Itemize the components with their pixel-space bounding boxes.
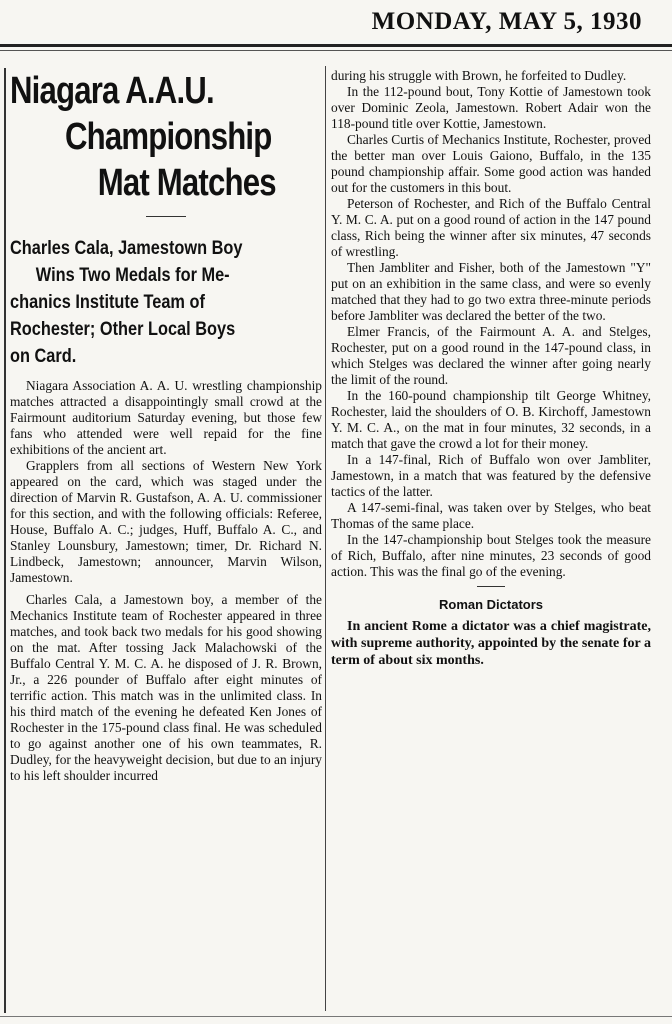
paragraph: Peterson of Rochester, and Rich of the Buffalo Central Y. M. C. A. put on a good round of action in the 147 pound class, Rich being the winner after six minutes, 47 seconds of wrestling.	[331, 196, 651, 259]
left-border	[4, 68, 6, 1013]
headline-line: Mat Matches	[97, 162, 276, 204]
dateline: MONDAY, MAY 5, 1930	[371, 8, 642, 35]
subhead-line: Wins Two Medals for Me-	[35, 265, 230, 286]
filler-text	[331, 618, 651, 669]
paragraph: Grapplers from all sections of Western New York appeared on the card, which was staged under the direction of Marvin R. Gustafson, A. A. U. commissioner for this section, and with the following officials: Referee, House, Buffalo A. C.; judges, Huff, Buffalo A. C., and Stanley Lounsbury, Jamestown; timer, Dr. Richard N. Lindbeck, Jamestown; announcer, Marvin Wilson, Jamestown.	[10, 458, 322, 585]
header-rule-thin	[0, 50, 672, 51]
left-column	[10, 68, 322, 784]
paragraph: Then Jambliter and Fisher, both of the Jamestown "Y" put on an exhibition in the same class, and were so evenly matched that they had to go two extra three-minute periods before Jambliter was declared the better of the two.	[331, 260, 651, 323]
headline-divider	[146, 216, 186, 217]
column-rule	[325, 66, 326, 1011]
subheadline	[10, 235, 320, 370]
paragraph: Elmer Francis, of the Fairmount A. A. and Stelges, Rochester, put on a good round in the 147-pound class, in which Stelges was declared the winner after going nearly the limit of the round.	[331, 324, 651, 387]
headline-line: Championship	[64, 116, 272, 158]
filler-divider	[477, 586, 505, 587]
paragraph: In the 160-pound championship tilt George Whitney, Rochester, laid the shoulders of O. B. Kirchoff, Jamestown Y. M. C. A., on the mat in four minutes, 32 seconds, in a match that gave the crowd a lot for their money.	[331, 388, 651, 451]
paragraph: Charles Curtis of Mechanics Institute, Rochester, proved the better man over Louis Gaiono, Buffalo, in the 135 pound championship affair. Some good action was handed out for the customers in this bout.	[331, 132, 651, 195]
paragraph: In the 147-championship bout Stelges took the measure of Rich, Buffalo, after nine minutes, 23 seconds of good action. This was the final go of the evening.	[331, 532, 651, 579]
subhead-line: on Card.	[10, 346, 77, 367]
headline-line: Niagara A.A.U.	[10, 70, 214, 112]
filler-heading: Roman Dictators	[438, 597, 544, 612]
header-rule	[0, 44, 672, 47]
paragraph: A 147-semi-final, was taken over by Stelges, who beat Thomas of the same place.	[331, 500, 651, 531]
paragraph: during his struggle with Brown, he forfeited to Dudley.	[331, 68, 627, 83]
paragraph: In ancient Rome a dictator was a chief magistrate, with supreme authority, appointed by the senate for a term of about six months.	[331, 619, 651, 668]
right-column	[331, 68, 651, 669]
subhead-line: Charles Cala, Jamestown Boy	[10, 238, 243, 259]
paragraph: Niagara Association A. A. U. wrestling championship matches attracted a disappointingly small crowd at the Fairmount auditorium Saturday evening, but those few fans who attended were well repaid for the fine exhibitions of the ancient art.	[10, 378, 322, 457]
headline	[10, 68, 322, 206]
subhead-line: Rochester; Other Local Boys	[10, 319, 236, 340]
article-body-right	[331, 68, 651, 580]
subhead-line: chanics Institute Team of	[10, 292, 205, 313]
article-body-left	[10, 378, 322, 784]
paragraph: In a 147-final, Rich of Buffalo won over Jambliter, Jamestown, in a match that was featured by the defensive tactics of the latter.	[331, 452, 651, 499]
paragraph: In the 112-pound bout, Tony Kottie of Jamestown took over Dominic Zeola, Jamestown. Robert Adair won the 118-pound title over Kottie, Jamestown.	[331, 84, 651, 131]
bottom-rule	[0, 1016, 672, 1017]
paragraph: Charles Cala, a Jamestown boy, a member of the Mechanics Institute team of Rochester appeared in three matches, and took back two medals for his good showing on the mat. After tossing Jack Malachowski of the Buffalo Central Y. M. C. A. he disposed of J. R. Brown, Jr., a 226 pounder of Buffalo after eight minutes of terrific action. This match was in the unlimited class. In his third match of the evening he defeated Ken Jones of Rochester in the 175-pound class final. He was scheduled to go against another one of his own teammates, R. Dudley, for the heavyweight decision, but due to an injury to his left shoulder incurred	[10, 592, 322, 783]
